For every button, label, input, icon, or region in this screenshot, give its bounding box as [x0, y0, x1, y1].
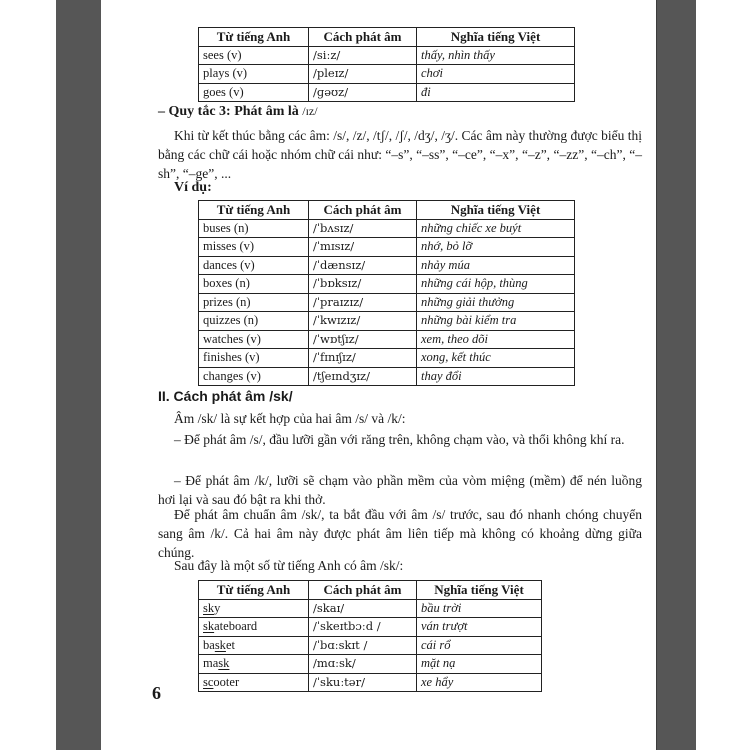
table-row: [199, 330, 575, 349]
ipa-cell: /ˈbʌsɪz/: [309, 219, 417, 238]
table-row: [199, 219, 575, 238]
ipa-cell: /ˈpraɪzɪz/: [309, 293, 417, 312]
meaning-cell: đi: [417, 83, 575, 102]
word-cell: dances (v): [199, 256, 309, 275]
word-cell: misses (v): [199, 238, 309, 257]
column-header: Cách phát âm: [309, 201, 417, 220]
paragraph: – Để phát âm /k/, lưỡi sẽ chạm vào phần mềm của vòm miệng (mềm) để nén luồng hơi lại và sau đó bật ra khi thở.: [158, 473, 642, 507]
meaning-cell: xe hẩy: [417, 673, 542, 692]
meaning-cell: nhớ, bỏ lỡ: [417, 238, 575, 257]
meaning-cell: chơi: [417, 65, 575, 84]
table-row: [199, 673, 542, 692]
vocab-table-sk: [198, 580, 542, 692]
table-row: [199, 312, 575, 331]
ipa-cell: /ˈmɪsɪz/: [309, 238, 417, 257]
table-row: [199, 238, 575, 257]
page-number: 6: [152, 683, 161, 703]
table-row: [199, 349, 575, 368]
rule3-heading: [158, 102, 318, 121]
meaning-cell: những giải thưởng: [417, 293, 575, 312]
rule3-ipa: /ɪz/: [302, 104, 318, 118]
underlined-sk: sk: [203, 619, 215, 634]
table-row: [199, 256, 575, 275]
meaning-cell: xong, kết thúc: [417, 349, 575, 368]
meaning-cell: thấy, nhìn thấy: [417, 46, 575, 65]
table-header-row: [199, 28, 575, 47]
underlined-sk: sk: [218, 656, 230, 671]
table-row: [199, 367, 575, 386]
meaning-cell: mặt nạ: [417, 655, 542, 674]
column-header: Nghĩa tiếng Việt: [417, 201, 575, 220]
table-row: [199, 65, 575, 84]
column-header: Nghĩa tiếng Việt: [417, 28, 575, 47]
column-header: Từ tiếng Anh: [199, 581, 309, 600]
meaning-cell: ván trượt: [417, 618, 542, 637]
meaning-cell: thay đổi: [417, 367, 575, 386]
meaning-cell: xem, theo dõi: [417, 330, 575, 349]
column-header: Từ tiếng Anh: [199, 28, 309, 47]
ipa-cell: /ˈskuːtər/: [309, 673, 417, 692]
underlined-sk: sk: [203, 600, 215, 615]
ipa-cell: /tʃeɪndʒɪz/: [309, 367, 417, 386]
section-heading-sk: II. Cách phát âm /sk/: [158, 388, 293, 404]
ipa-cell: /siːz/: [309, 46, 417, 65]
left-margin-bar: [56, 0, 102, 750]
rule3-heading-text: – Quy tắc 3: Phát âm là: [158, 104, 303, 119]
meaning-cell: cái rổ: [417, 636, 542, 655]
ipa-cell: /ɡəʊz/: [309, 83, 417, 102]
paragraph: – Để phát âm /s/, đầu lưỡi gần với răng trên, không chạm vào, và thổi không khí ra.: [174, 432, 625, 447]
word-cell: changes (v): [199, 367, 309, 386]
paragraph: Để phát âm chuẩn âm /sk/, ta bắt đầu với âm /s/ trước, sau đó nhanh chóng chuyển sang âm /k/. Cả hai âm này được phát âm liên tiếp mà không có khoảng dừng giữa chúng.: [158, 507, 642, 560]
table-row: [199, 46, 575, 65]
ipa-cell: /ˈbɒksɪz/: [309, 275, 417, 294]
word-cell: buses (n): [199, 219, 309, 238]
word-cell: boxes (n): [199, 275, 309, 294]
word-cell: scooter: [199, 673, 309, 692]
word-cell: prizes (n): [199, 293, 309, 312]
table-header-row: [199, 581, 542, 600]
word-cell: watches (v): [199, 330, 309, 349]
table-row: [199, 655, 542, 674]
ipa-cell: /ˈkwɪzɪz/: [309, 312, 417, 331]
example-label: Ví dụ:: [174, 180, 212, 195]
meaning-cell: những cái hộp, thùng: [417, 275, 575, 294]
table-row: [199, 293, 575, 312]
word-cell: mask: [199, 655, 309, 674]
meaning-cell: những bài kiểm tra: [417, 312, 575, 331]
word-cell: finishes (v): [199, 349, 309, 368]
document-page: [101, 0, 656, 750]
column-header: Nghĩa tiếng Việt: [417, 581, 542, 600]
word-cell: sky: [199, 599, 309, 618]
table-row: [199, 83, 575, 102]
table-row: [199, 636, 542, 655]
underlined-sk: sc: [203, 674, 214, 689]
ipa-cell: /pleɪz/: [309, 65, 417, 84]
table-row: [199, 618, 542, 637]
rule3-paragraph: Khi từ kết thúc bằng các âm: /s/, /z/, /tʃ/, /ʃ/, /dʒ/, /ʒ/. Các âm này thường được biểu thị bằng các chữ cái hoặc nhóm chữ cái như: “–s”, “–ss”, “–ce”, “–x”, “–z”, “–zz”, “–ch”, “–sh”, “–ge”, ...: [158, 128, 642, 181]
vocab-table-rule3: [198, 200, 575, 386]
meaning-cell: những chiếc xe buýt: [417, 219, 575, 238]
table-row: [199, 275, 575, 294]
word-cell: plays (v): [199, 65, 309, 84]
table-header-row: [199, 201, 575, 220]
column-header: Cách phát âm: [309, 28, 417, 47]
ipa-cell: /mɑːsk/: [309, 655, 417, 674]
meaning-cell: bầu trời: [417, 599, 542, 618]
column-header: Cách phát âm: [309, 581, 417, 600]
paragraph: Sau đây là một số từ tiếng Anh có âm /sk/:: [174, 558, 404, 573]
ipa-cell: /ˈwɒtʃɪz/: [309, 330, 417, 349]
table-row: [199, 599, 542, 618]
ipa-cell: /ˈbɑːskɪt /: [309, 636, 417, 655]
word-cell: goes (v): [199, 83, 309, 102]
right-margin-bar: [656, 0, 696, 750]
word-cell: quizzes (n): [199, 312, 309, 331]
ipa-cell: /skaɪ/: [309, 599, 417, 618]
column-header: Từ tiếng Anh: [199, 201, 309, 220]
vocab-table-rule2: [198, 27, 575, 102]
paragraph: Âm /sk/ là sự kết hợp của hai âm /s/ và /k/:: [174, 411, 406, 426]
ipa-cell: /ˈskeɪtbɔːd /: [309, 618, 417, 637]
underlined-sk: sk: [214, 637, 226, 652]
ipa-cell: /ˈdænsɪz/: [309, 256, 417, 275]
ipa-cell: /ˈfɪnɪʃɪz/: [309, 349, 417, 368]
word-cell: sees (v): [199, 46, 309, 65]
meaning-cell: nhảy múa: [417, 256, 575, 275]
word-cell: skateboard: [199, 618, 309, 637]
word-cell: basket: [199, 636, 309, 655]
